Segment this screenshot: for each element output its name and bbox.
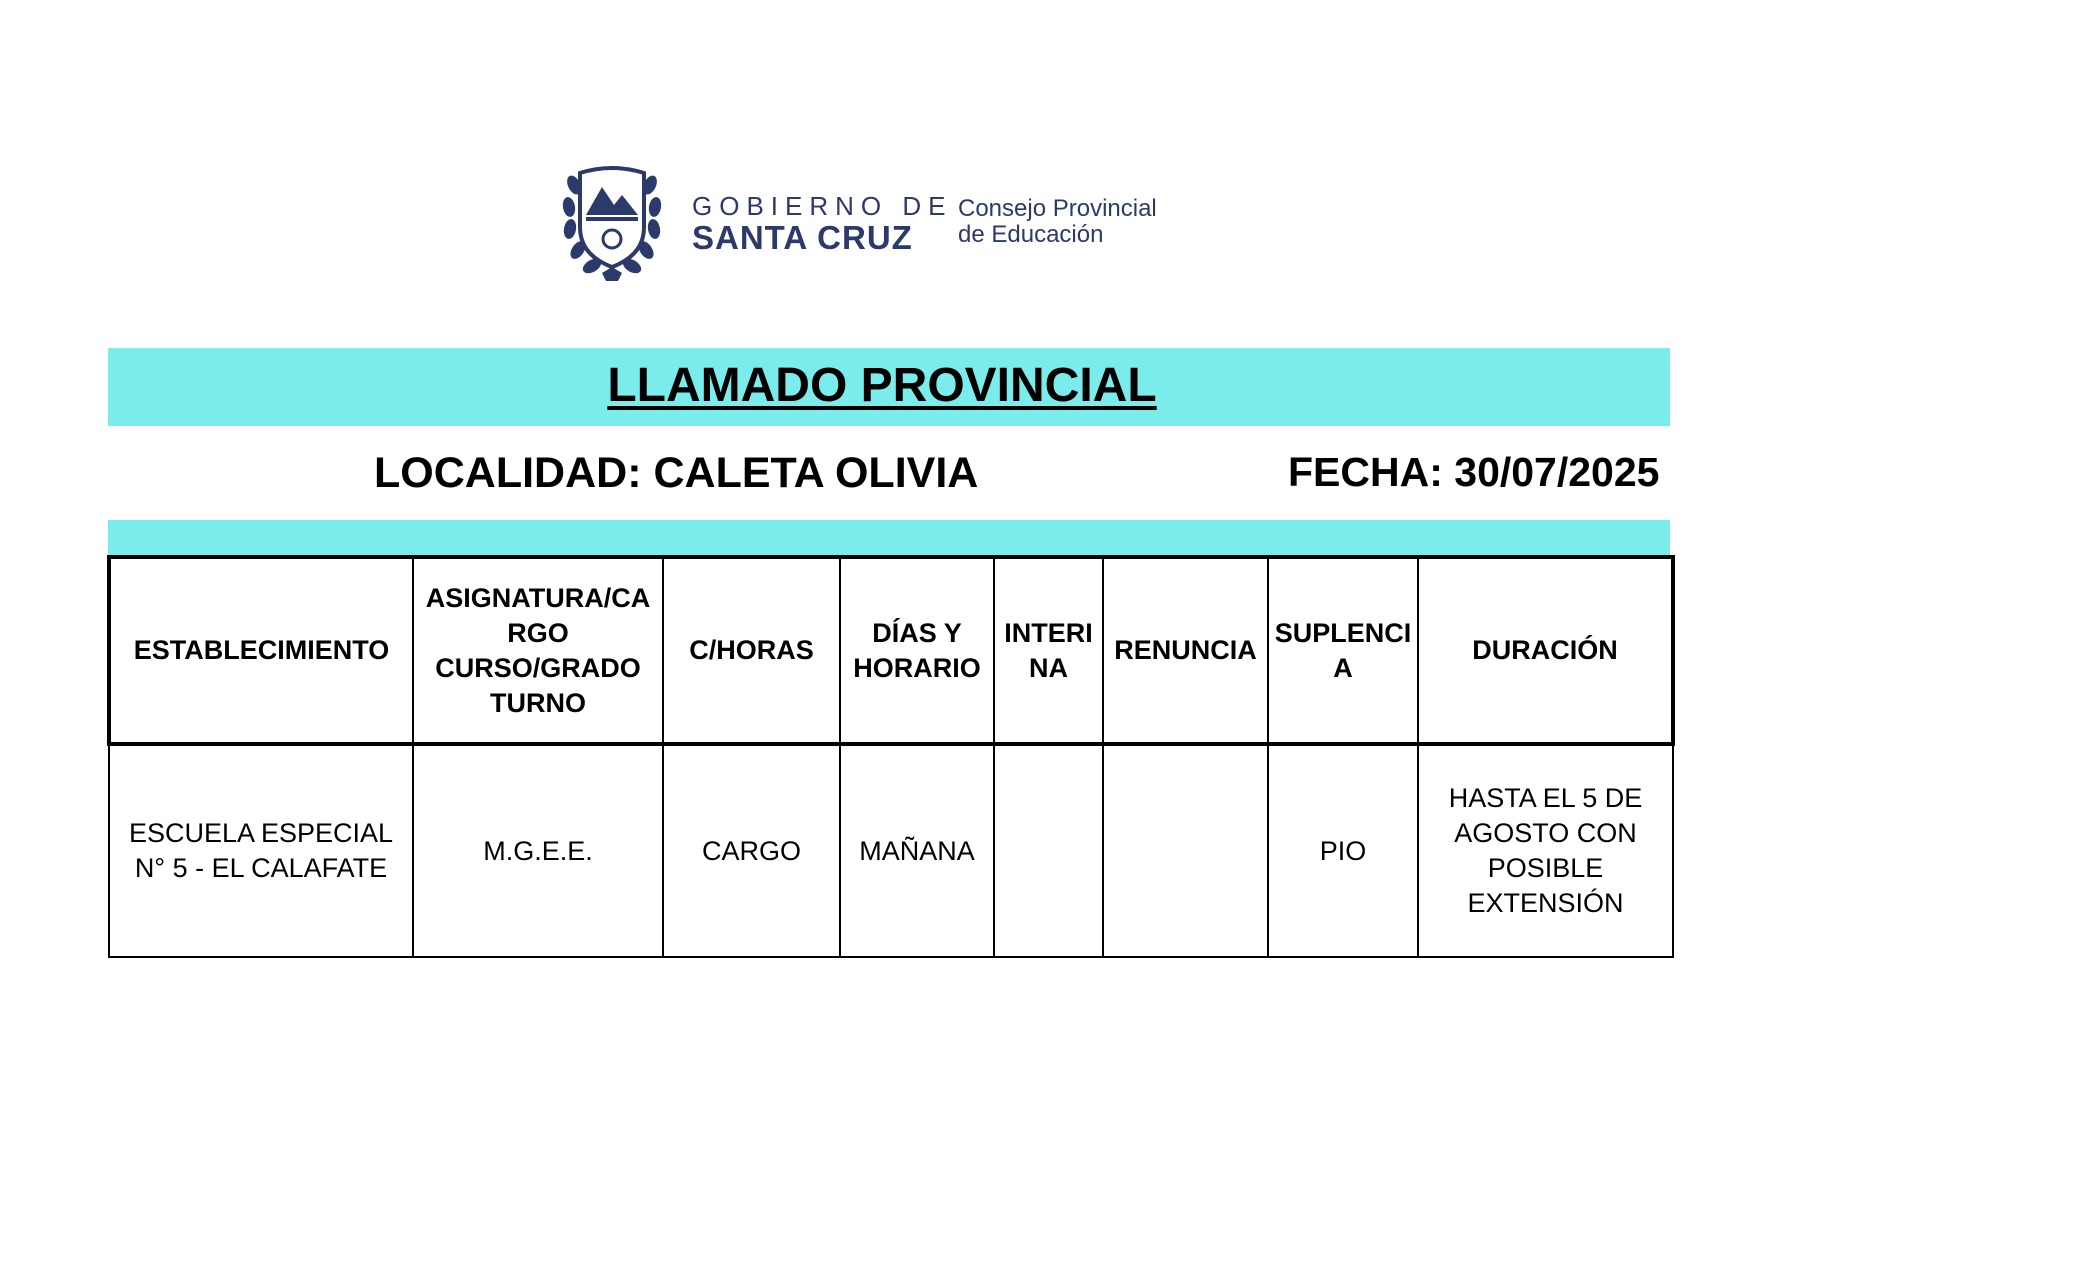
cell-establecimiento-line2: N° 5 - EL CALAFATE xyxy=(134,853,388,883)
header-dias xyxy=(840,557,994,744)
cell-duracion-line3: POSIBLE xyxy=(1487,853,1604,883)
header-asignatura-line2: CURSO/GRADO xyxy=(435,652,641,683)
cell-dias: MAÑANA xyxy=(840,744,994,957)
cell-suplencia: PIO xyxy=(1268,744,1418,957)
fecha-label: FECHA: 30/07/2025 xyxy=(1288,449,1660,495)
page-title: LLAMADO PROVINCIAL xyxy=(607,359,1157,412)
gov-line1: GOBIERNO DE xyxy=(692,191,953,221)
cell-asignatura: M.G.E.E. xyxy=(413,744,663,957)
header-suplencia: SUPLENCIA xyxy=(1268,557,1418,744)
cell-establecimiento xyxy=(109,744,413,957)
cell-duracion-line2: AGOSTO CON xyxy=(1454,818,1637,848)
table-row xyxy=(109,744,1673,957)
vacancy-table xyxy=(107,555,1675,958)
header-asignatura-line1: ASIGNATURA/CARGO xyxy=(425,582,651,648)
header-choras: C/HORAS xyxy=(663,557,840,744)
cell-renuncia xyxy=(1103,744,1268,957)
cell-duracion-line4: EXTENSIÓN xyxy=(1467,888,1624,918)
title-band xyxy=(108,348,1670,426)
council-line1: Consejo Provincial xyxy=(958,195,1157,222)
cell-establecimiento-line1: ESCUELA ESPECIAL xyxy=(128,818,394,848)
header-establecimiento: ESTABLECIMIENTO xyxy=(109,557,413,744)
cell-duracion xyxy=(1418,744,1673,957)
header-dias-line2: HORARIO xyxy=(853,652,981,683)
separator-band xyxy=(108,520,1670,555)
header-interina: INTERINA xyxy=(994,557,1103,744)
cell-duracion-line1: HASTA EL 5 DE xyxy=(1448,783,1643,813)
header-asignatura xyxy=(413,557,663,744)
cell-choras: CARGO xyxy=(663,744,840,957)
gov-line2: SANTA CRUZ xyxy=(692,219,913,256)
header-duracion: DURACIÓN xyxy=(1418,557,1673,744)
header-logo-area xyxy=(562,155,1202,285)
header-dias-line1: DÍAS Y xyxy=(872,617,962,648)
santa-cruz-seal-icon xyxy=(562,155,662,285)
table-header-row xyxy=(109,557,1673,744)
header-asignatura-line3: TURNO xyxy=(490,687,586,718)
localidad-label: LOCALIDAD: CALETA OLIVIA xyxy=(374,449,979,497)
council-line2: de Educación xyxy=(958,221,1104,248)
header-renuncia: RENUNCIA xyxy=(1103,557,1268,744)
cell-interina xyxy=(994,744,1103,957)
